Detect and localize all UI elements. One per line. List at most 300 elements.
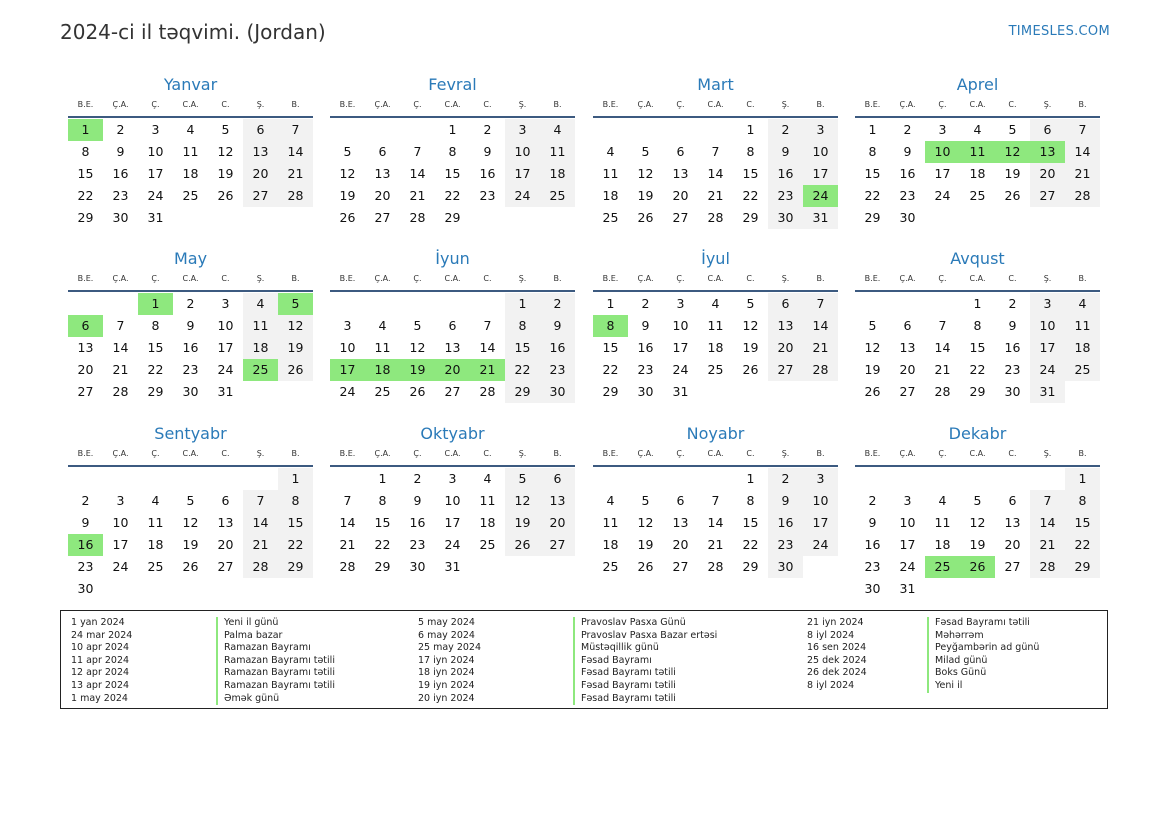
day-cell: 31 (147, 210, 164, 225)
day-cell: 16 (182, 340, 199, 355)
day-cell: 10 (672, 318, 689, 333)
day-cell: 30 (182, 384, 199, 399)
weekday-header (330, 270, 575, 292)
holiday-day-cell: 25 (243, 359, 278, 381)
legend-holiday-name: Ramazan Bayramı (216, 642, 335, 655)
day-cell: 10 (339, 340, 356, 355)
day-cell: 14 (707, 515, 724, 530)
day-cell: 8 (746, 493, 755, 508)
day-cell: 5 (343, 144, 352, 159)
days-grid (68, 468, 313, 600)
empty-cell (470, 293, 505, 315)
day-cell: 29 (278, 556, 313, 578)
empty-cell (330, 293, 365, 315)
day-cell: 26 (864, 384, 881, 399)
day-cell: 16 (768, 512, 803, 534)
day-cell: 23 (637, 362, 654, 377)
holiday-day-cell: 21 (470, 359, 505, 381)
legend-holiday-name: Əmək günü (216, 693, 335, 706)
empty-cell (243, 468, 278, 490)
month-name: Fevral (428, 75, 477, 94)
day-cell: 14 (243, 512, 278, 534)
weekday-label: C.A. (969, 449, 986, 458)
legend-holiday-name: Fəsad Bayramı tətili (573, 693, 717, 706)
day-cell: 14 (112, 340, 129, 355)
day-cell: 27 (374, 210, 391, 225)
day-cell: 12 (864, 340, 881, 355)
weekday-label: C. (221, 100, 230, 109)
legend-holiday-name: Fəsad Bayramı (573, 655, 717, 668)
day-cell: 28 (803, 359, 838, 381)
day-cell: 12 (637, 515, 654, 530)
day-cell: 6 (676, 144, 685, 159)
weekday-label: Ç.A. (899, 449, 916, 458)
weekday-label: C.A. (444, 100, 461, 109)
day-cell: 4 (243, 293, 278, 315)
day-cell: 22 (1065, 534, 1100, 556)
day-cell: 3 (803, 468, 838, 490)
day-cell: 2 (81, 493, 90, 508)
legend-holiday-name: Pravoslav Pasxa Günü (573, 617, 717, 630)
weekday-header (68, 445, 313, 467)
day-cell: 1 (1065, 468, 1100, 490)
weekday-label: Ç.A. (112, 274, 129, 283)
holiday-day-cell: 16 (68, 534, 103, 556)
legend-holiday-name: Fəsad Bayramı tətili (927, 617, 1039, 630)
day-cell: 12 (969, 515, 986, 530)
day-cell: 7 (116, 318, 125, 333)
day-cell: 9 (768, 141, 803, 163)
day-cell: 25 (182, 188, 199, 203)
day-cell: 27 (77, 384, 94, 399)
day-cell: 8 (505, 315, 540, 337)
day-cell: 16 (479, 166, 496, 181)
day-cell: 24 (112, 559, 129, 574)
holiday-day-cell: 6 (68, 315, 103, 337)
day-cell: 27 (1030, 185, 1065, 207)
day-cell: 17 (444, 515, 461, 530)
day-cell: 18 (602, 537, 619, 552)
day-cell: 6 (378, 144, 387, 159)
weekday-label: C. (221, 449, 230, 458)
day-cell: 22 (505, 359, 540, 381)
day-cell: 16 (637, 340, 654, 355)
day-cell: 26 (217, 188, 234, 203)
weekday-label: Ş. (256, 449, 265, 458)
holiday-day-cell: 5 (278, 293, 313, 315)
day-cell: 3 (221, 296, 230, 311)
day-cell: 29 (969, 384, 986, 399)
day-cell: 12 (409, 340, 426, 355)
weekday-label: Ş. (518, 100, 527, 109)
day-cell: 23 (864, 559, 881, 574)
empty-cell (890, 468, 925, 490)
day-cell: 7 (243, 490, 278, 512)
day-cell: 6 (540, 468, 575, 490)
day-cell: 20 (243, 163, 278, 185)
day-cell: 4 (938, 493, 947, 508)
weekday-label: Ş. (1043, 100, 1052, 109)
day-cell: 30 (768, 556, 803, 578)
weekday-label: C.A. (707, 274, 724, 283)
day-cell: 25 (374, 384, 391, 399)
day-cell: 9 (1008, 318, 1017, 333)
holiday-legend (60, 610, 1108, 709)
day-cell: 12 (637, 166, 654, 181)
empty-cell (663, 119, 698, 141)
day-cell: 6 (676, 493, 685, 508)
day-cell: 4 (606, 493, 615, 508)
day-cell: 12 (742, 318, 759, 333)
weekday-label: B.E. (339, 449, 356, 458)
brand-link[interactable]: TIMESLES.COM (1008, 24, 1110, 39)
day-cell: 30 (1004, 384, 1021, 399)
day-cell: 21 (112, 362, 129, 377)
day-cell: 13 (540, 490, 575, 512)
weekday-label: C.A. (969, 274, 986, 283)
day-cell: 14 (803, 315, 838, 337)
day-cell: 21 (278, 163, 313, 185)
weekday-label: C. (483, 449, 492, 458)
weekday-label: C.A. (182, 449, 199, 458)
day-cell: 18 (479, 515, 496, 530)
weekday-label: B. (291, 100, 300, 109)
day-cell: 15 (505, 337, 540, 359)
empty-cell (593, 468, 628, 490)
empty-cell (1030, 468, 1065, 490)
weekday-label: Ş. (1043, 449, 1052, 458)
weekday-label: B. (553, 274, 562, 283)
empty-cell (103, 293, 138, 315)
day-cell: 11 (147, 515, 164, 530)
empty-cell (400, 119, 435, 141)
weekday-label: Ş. (256, 100, 265, 109)
weekday-label: B.E. (864, 449, 881, 458)
day-cell: 24 (672, 362, 689, 377)
day-cell: 23 (1004, 362, 1021, 377)
day-cell: 23 (768, 185, 803, 207)
day-cell: 1 (606, 296, 615, 311)
weekday-label: Ş. (518, 449, 527, 458)
weekday-header (330, 445, 575, 467)
weekday-label: Ç. (938, 449, 947, 458)
weekday-label: C.A. (182, 274, 199, 283)
weekday-label: C.A. (707, 100, 724, 109)
day-cell: 22 (444, 188, 461, 203)
weekday-label: Ç.A. (374, 100, 391, 109)
weekday-label: C.A. (707, 449, 724, 458)
day-cell: 20 (217, 537, 234, 552)
day-cell: 21 (409, 188, 426, 203)
legend-date: 6 may 2024 (418, 629, 475, 641)
day-cell: 2 (186, 296, 195, 311)
day-cell: 9 (116, 144, 125, 159)
day-cell: 8 (448, 144, 457, 159)
weekday-label: Ş. (518, 274, 527, 283)
day-cell: 10 (505, 141, 540, 163)
day-cell: 3 (116, 493, 125, 508)
weekday-label: C.A. (444, 274, 461, 283)
day-cell: 7 (413, 144, 422, 159)
weekday-label: C.A. (969, 100, 986, 109)
legend-date: 17 iyn 2024 (418, 654, 475, 666)
day-cell: 28 (707, 210, 724, 225)
day-cell: 13 (444, 340, 461, 355)
days-grid (330, 468, 575, 578)
day-cell: 24 (444, 537, 461, 552)
day-cell: 12 (278, 315, 313, 337)
day-cell: 12 (505, 490, 540, 512)
day-cell: 9 (413, 493, 422, 508)
weekday-label: C. (746, 100, 755, 109)
day-cell: 16 (899, 166, 916, 181)
day-cell: 9 (81, 515, 90, 530)
month-name: İyun (435, 249, 470, 268)
day-cell: 27 (768, 359, 803, 381)
day-cell: 19 (742, 340, 759, 355)
empty-cell (855, 293, 890, 315)
day-cell: 14 (707, 166, 724, 181)
days-grid (593, 468, 838, 578)
holiday-day-cell: 11 (960, 141, 995, 163)
day-cell: 20 (768, 337, 803, 359)
legend-date: 21 iyn 2024 (807, 617, 864, 628)
day-cell: 18 (147, 537, 164, 552)
holiday-day-cell: 17 (330, 359, 365, 381)
empty-cell (208, 468, 243, 490)
weekday-header (855, 445, 1100, 467)
day-cell: 24 (147, 188, 164, 203)
empty-cell (925, 293, 960, 315)
empty-cell (330, 468, 365, 490)
day-cell: 9 (903, 144, 912, 159)
day-cell: 4 (483, 471, 492, 486)
day-cell: 9 (641, 318, 650, 333)
day-cell: 4 (1065, 293, 1100, 315)
day-cell: 22 (77, 188, 94, 203)
day-cell: 23 (182, 362, 199, 377)
days-grid (593, 119, 838, 229)
day-cell: 13 (672, 166, 689, 181)
legend-holiday-name: Palma bazar (216, 630, 335, 643)
day-cell: 7 (483, 318, 492, 333)
day-cell: 25 (540, 185, 575, 207)
month-calendar (855, 248, 1100, 403)
day-cell: 15 (77, 166, 94, 181)
day-cell: 30 (77, 581, 94, 596)
day-cell: 5 (221, 122, 230, 137)
day-cell: 7 (1030, 490, 1065, 512)
day-cell: 14 (1065, 141, 1100, 163)
day-cell: 8 (278, 490, 313, 512)
day-cell: 26 (182, 559, 199, 574)
day-cell: 8 (81, 144, 90, 159)
holiday-day-cell: 25 (925, 556, 960, 578)
weekday-label: C. (1008, 449, 1017, 458)
day-cell: 14 (1030, 512, 1065, 534)
day-cell: 14 (409, 166, 426, 181)
day-cell: 31 (217, 384, 234, 399)
weekday-header (855, 270, 1100, 292)
empty-cell (593, 119, 628, 141)
day-cell: 10 (803, 141, 838, 163)
legend-holiday-name: Yeni il günü (216, 617, 335, 630)
day-cell: 22 (147, 362, 164, 377)
day-cell: 13 (77, 340, 94, 355)
day-cell: 10 (217, 318, 234, 333)
day-cell: 7 (803, 293, 838, 315)
holiday-day-cell: 24 (803, 185, 838, 207)
day-cell: 7 (278, 119, 313, 141)
day-cell: 14 (339, 515, 356, 530)
day-cell: 20 (77, 362, 94, 377)
day-cell: 9 (868, 515, 877, 530)
day-cell: 29 (505, 381, 540, 403)
day-cell: 25 (969, 188, 986, 203)
weekday-label: B. (816, 449, 825, 458)
day-cell: 19 (339, 188, 356, 203)
empty-cell (435, 293, 470, 315)
day-cell: 11 (479, 493, 496, 508)
days-grid (68, 119, 313, 229)
weekday-label: B.E. (77, 449, 94, 458)
day-cell: 16 (864, 537, 881, 552)
day-cell: 3 (803, 119, 838, 141)
weekday-header (330, 96, 575, 118)
legend-holiday-name: Peyğambərin ad günü (927, 642, 1039, 655)
days-grid (593, 293, 838, 403)
day-cell: 15 (444, 166, 461, 181)
day-cell: 10 (147, 144, 164, 159)
month-name: Yanvar (163, 75, 218, 94)
day-cell: 31 (672, 384, 689, 399)
day-cell: 5 (746, 296, 755, 311)
legend-date: 1 may 2024 (71, 692, 128, 704)
month-calendar (330, 423, 575, 578)
legend-date: 25 may 2024 (418, 642, 482, 654)
day-cell: 13 (374, 166, 391, 181)
weekday-label: B. (816, 100, 825, 109)
day-cell: 23 (112, 188, 129, 203)
day-cell: 25 (1065, 359, 1100, 381)
weekday-label: C. (746, 274, 755, 283)
day-cell: 30 (864, 581, 881, 596)
day-cell: 28 (1065, 185, 1100, 207)
holiday-day-cell: 13 (1030, 141, 1065, 163)
day-cell: 21 (1030, 534, 1065, 556)
day-cell: 29 (147, 384, 164, 399)
day-cell: 13 (243, 141, 278, 163)
day-cell: 26 (339, 210, 356, 225)
day-cell: 3 (1030, 293, 1065, 315)
day-cell: 2 (768, 119, 803, 141)
legend-col2-names (573, 617, 717, 705)
day-cell: 17 (803, 512, 838, 534)
day-cell: 5 (973, 493, 982, 508)
day-cell: 8 (1065, 490, 1100, 512)
day-cell: 4 (973, 122, 982, 137)
day-cell: 22 (969, 362, 986, 377)
legend-date: 12 apr 2024 (71, 667, 130, 679)
days-grid (68, 293, 313, 403)
legend-holiday-name: Ramazan Bayramı tətili (216, 655, 335, 668)
day-cell: 7 (1065, 119, 1100, 141)
weekday-header (593, 96, 838, 118)
empty-cell (400, 293, 435, 315)
day-cell: 23 (899, 188, 916, 203)
day-cell: 15 (742, 166, 759, 181)
weekday-header (855, 96, 1100, 118)
day-cell: 16 (540, 337, 575, 359)
weekday-label: Ç. (151, 100, 160, 109)
day-cell: 20 (374, 188, 391, 203)
day-cell: 2 (540, 293, 575, 315)
holiday-day-cell: 19 (400, 359, 435, 381)
day-cell: 24 (505, 185, 540, 207)
day-cell: 22 (742, 188, 759, 203)
day-cell: 15 (1065, 512, 1100, 534)
day-cell: 19 (278, 337, 313, 359)
day-cell: 30 (409, 559, 426, 574)
day-cell: 15 (147, 340, 164, 355)
weekday-label: C. (1008, 100, 1017, 109)
day-cell: 17 (899, 537, 916, 552)
weekday-label: Ç. (413, 274, 422, 283)
legend-date: 13 apr 2024 (71, 679, 130, 691)
day-cell: 25 (707, 362, 724, 377)
day-cell: 2 (116, 122, 125, 137)
day-cell: 3 (343, 318, 352, 333)
legend-holiday-name: Müstəqillik günü (573, 642, 717, 655)
weekday-label: Ç. (151, 274, 160, 283)
empty-cell (365, 119, 400, 141)
legend-date: 25 dek 2024 (807, 654, 867, 666)
weekday-label: B. (816, 274, 825, 283)
month-name: Noyabr (686, 424, 745, 443)
day-cell: 27 (243, 185, 278, 207)
day-cell: 17 (112, 537, 129, 552)
days-grid (855, 119, 1100, 229)
month-name: Aprel (956, 75, 999, 94)
day-cell: 4 (378, 318, 387, 333)
day-cell: 17 (672, 340, 689, 355)
legend-holiday-name: Fəsad Bayramı tətili (573, 680, 717, 693)
day-cell: 30 (637, 384, 654, 399)
day-cell: 30 (540, 381, 575, 403)
day-cell: 19 (969, 537, 986, 552)
day-cell: 23 (768, 534, 803, 556)
legend-holiday-name: Pravoslav Pasxa Bazar ertəsi (573, 630, 717, 643)
day-cell: 26 (637, 210, 654, 225)
day-cell: 2 (641, 296, 650, 311)
weekday-label: Ç. (151, 449, 160, 458)
day-cell: 16 (768, 163, 803, 185)
weekday-label: Ç. (676, 449, 685, 458)
weekday-label: B. (291, 274, 300, 283)
day-cell: 11 (602, 166, 619, 181)
day-cell: 11 (540, 141, 575, 163)
day-cell: 18 (969, 166, 986, 181)
day-cell: 15 (278, 512, 313, 534)
day-cell: 4 (540, 119, 575, 141)
day-cell: 2 (1008, 296, 1017, 311)
day-cell: 1 (746, 471, 755, 486)
day-cell: 21 (243, 534, 278, 556)
month-calendar (68, 423, 313, 600)
day-cell: 13 (899, 340, 916, 355)
day-cell: 23 (540, 359, 575, 381)
day-cell: 19 (182, 537, 199, 552)
